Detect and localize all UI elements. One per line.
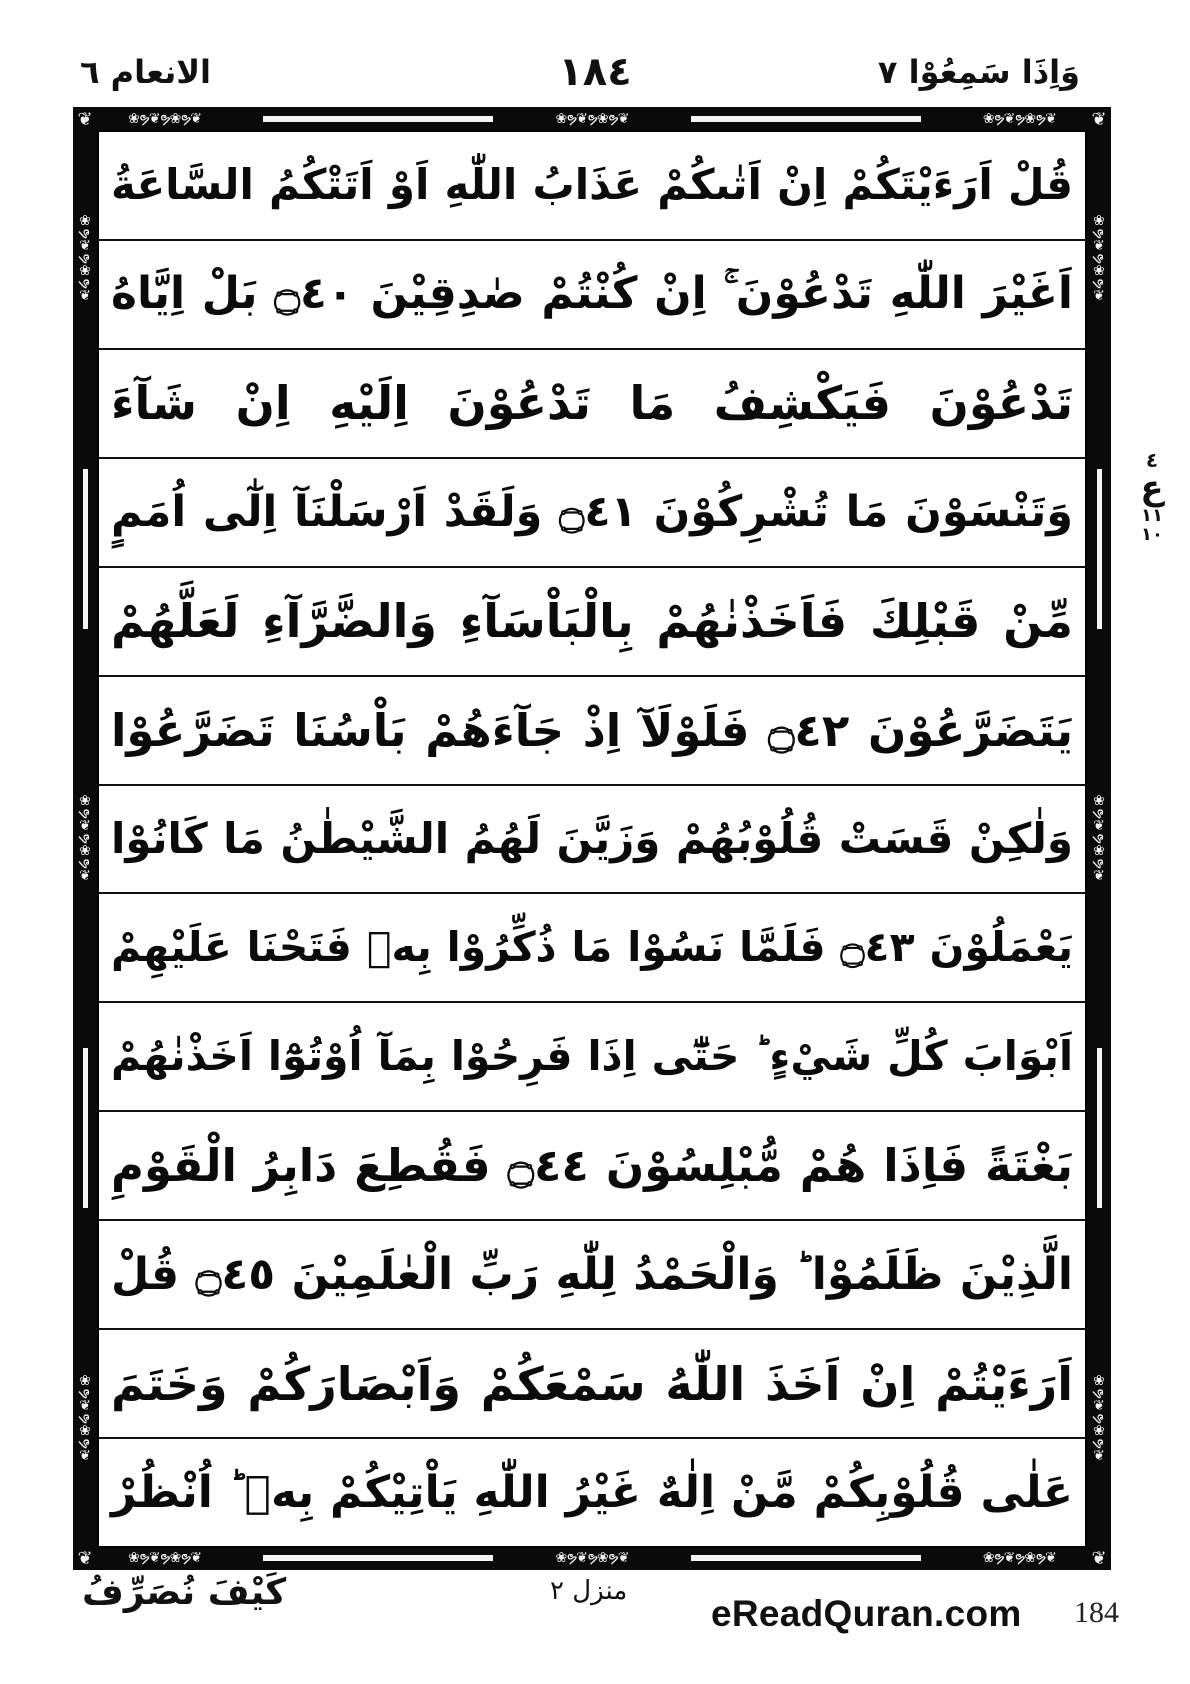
verse-text: اَبْوَابَ كُلِّ شَيْءٍ ؕ حَتّٰٓى اِذَا فَرِحُوْا بِمَآ اُوْتُوْٓا اَخَذْنٰهُمْ: [111, 1032, 1073, 1081]
verse-text: تَدْعُوْنَ فَيَكْشِفُ مَا تَدْعُوْنَ اِلَيْهِ اِنْ شَآءَ: [111, 376, 1073, 431]
verse-text: يَعْمَلُوْنَ ۝٤٣ فَلَمَّا نَسُوْا مَا ذُكِّرُوْا بِهٖ فَتَحْنَا عَلَيْهِمْ: [111, 923, 1074, 972]
floral-ornament-icon: ❀ຯ❦ຯ❀ຯ❦: [77, 793, 93, 884]
border-rule: [1097, 469, 1102, 629]
text-line: [99, 568, 1085, 677]
floral-ornament-icon: ❀ຯ❦ຯ❀ຯ❦: [77, 213, 93, 304]
floral-ornament-icon: ❀ຯ❦ຯ❀ຯ❦: [1091, 1373, 1107, 1464]
verse-text: قُلْ اَرَءَيْتَكُمْ اِنْ اَتٰىكُمْ عَذَابُ اللّٰهِ اَوْ اَتَتْكُمُ السَّاعَةُ: [111, 160, 1073, 210]
verse-text: اَغَيْرَ اللّٰهِ تَدْعُوْنَ ۚ اِنْ كُنْتُمْ صٰدِقِيْنَ ۝٤٠ بَلْ اِيَّاهُ: [111, 268, 1074, 320]
border-rule: [83, 469, 88, 629]
surah-name-header: الانعام ٦: [80, 53, 212, 91]
ruku-surah-number: ١١: [1141, 504, 1163, 526]
text-line: [99, 459, 1085, 568]
border-rule: [263, 1555, 493, 1561]
floral-ornament-icon: ❀ຯ❦ຯ❀ຯ❦: [982, 1550, 1056, 1566]
verse-text: وَلٰكِنْ قَسَتْ قُلُوْبُهُمْ وَزَيَّنَ لَهُمُ الشَّيْطٰنُ مَا كَانُوْا: [111, 813, 1073, 863]
text-line: [99, 1003, 1085, 1112]
page-number: 184: [1074, 1596, 1119, 1629]
verse-text: مِّنْ قَبْلِكَ فَاَخَذْنٰهُمْ بِالْبَاْسَآءِ وَالضَّرَّآءِ لَعَلَّهُمْ: [111, 594, 1073, 649]
ornamental-page-frame: [73, 107, 1111, 1570]
text-line: [99, 894, 1085, 1003]
text-line: [99, 1330, 1085, 1439]
ruku-marker: [1132, 450, 1172, 544]
right-border-band: [1089, 131, 1109, 1546]
quran-text-area: [97, 130, 1087, 1548]
text-line: [99, 350, 1085, 459]
floral-ornament-icon: ❀ຯ❦ຯ❀ຯ❦: [982, 111, 1056, 127]
ruku-count: ٤: [1145, 448, 1159, 472]
corner-ornament-icon: ❦: [1091, 1547, 1107, 1569]
floral-ornament-icon: ❀ຯ❦ຯ❀ຯ❦: [128, 111, 202, 127]
verse-text: وَتَنْسَوْنَ مَا تُشْرِكُوْنَ ۝٤١ وَلَقَدْ اَرْسَلْنَآ اِلٰٓى اُمَمٍ: [111, 486, 1074, 537]
text-line: [99, 1112, 1085, 1221]
border-rule: [263, 116, 493, 122]
corner-ornament-icon: ❦: [77, 1547, 93, 1569]
juz-name-header: وَاِذَا سَمِعُوْا ٧: [877, 53, 1080, 91]
page-number-arabic: ١٨٤: [558, 49, 632, 95]
floral-ornament-icon: ❀ຯ❦ຯ❀ຯ❦: [555, 111, 629, 127]
corner-ornament-icon: ❦: [77, 108, 93, 130]
ruku-verse-count: ١٠: [1141, 523, 1163, 545]
floral-ornament-icon: ❀ຯ❦ຯ❀ຯ❦: [555, 1550, 629, 1566]
bottom-border-band: [97, 1548, 1087, 1568]
ruku-symbol-icon: ع: [1140, 468, 1164, 508]
border-rule: [691, 116, 921, 122]
floral-ornament-icon: ❀ຯ❦ຯ❀ຯ❦: [1091, 213, 1107, 304]
verse-text: يَتَضَرَّعُوْنَ ۝٤٢ فَلَوْلَآ اِذْ جَآءَهُمْ بَاْسُنَا تَضَرَّعُوْا: [111, 703, 1073, 757]
site-watermark-link[interactable]: eReadQuran.com: [711, 1593, 1022, 1634]
text-line: [99, 132, 1085, 241]
catchword: كَيْفَ نُصَرِّفُ: [82, 1572, 287, 1613]
text-line: [99, 1439, 1085, 1546]
verse-text: الَّذِيْنَ ظَلَمُوْا ؕ وَالْحَمْدُ لِلّٰهِ رَبِّ الْعٰلَمِيْنَ ۝٤٥ قُلْ: [111, 1248, 1073, 1300]
text-line: [99, 677, 1085, 786]
floral-ornament-icon: ❀ຯ❦ຯ❀ຯ❦: [1091, 793, 1107, 884]
floral-ornament-icon: ❀ຯ❦ຯ❀ຯ❦: [128, 1550, 202, 1566]
text-line: [99, 1221, 1085, 1330]
manzil-label: منزل ٢: [550, 1576, 628, 1606]
verse-text: بَغْتَةً فَاِذَا هُمْ مُّبْلِسُوْنَ ۝٤٤ فَقُطِعَ دَابِرُ الْقَوْمِ: [111, 1139, 1073, 1193]
verse-text: عَلٰى قُلُوْبِكُمْ مَّنْ اِلٰهٌ غَيْرُ اللّٰهِ يَاْتِيْكُمْ بِهٖ ؕ اُنْظُرْ: [111, 1466, 1073, 1518]
verse-text: اَرَءَيْتُمْ اِنْ اَخَذَ اللّٰهُ سَمْعَكُمْ وَاَبْصَارَكُمْ وَخَتَمَ: [111, 1356, 1073, 1411]
top-border-band: [97, 109, 1087, 129]
border-rule: [83, 1048, 88, 1208]
left-border-band: [75, 131, 95, 1546]
text-line: [99, 241, 1085, 350]
text-line: [99, 786, 1085, 895]
border-rule: [691, 1555, 921, 1561]
border-rule: [1097, 1048, 1102, 1208]
floral-ornament-icon: ❀ຯ❦ຯ❀ຯ❦: [77, 1373, 93, 1464]
corner-ornament-icon: ❦: [1091, 108, 1107, 130]
